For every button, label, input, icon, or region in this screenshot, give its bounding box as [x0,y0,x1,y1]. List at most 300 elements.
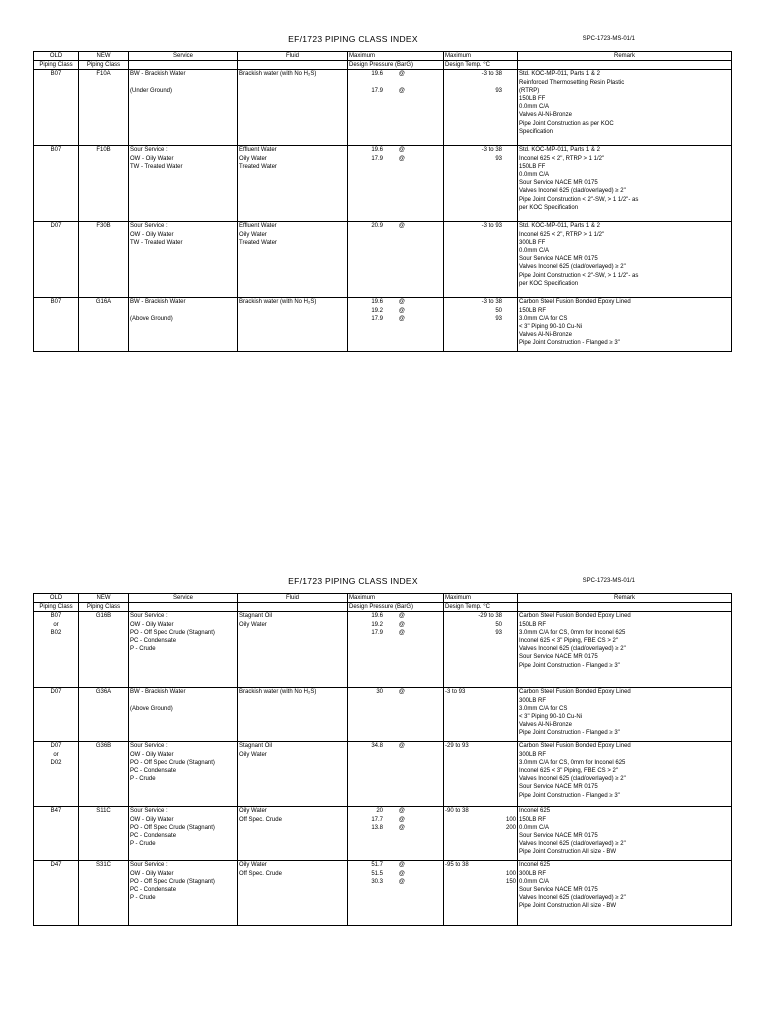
remark-line: Valves Inconel 625 (clad/overlayed) ≥ 2" [519,188,626,195]
service-line: (Above Ground) [130,315,173,322]
remark-line: Specification [519,128,554,135]
pressure-value: 19.6 [371,613,383,620]
remark-line: Pipe Joint Construction < 2"-SW, > 1 1/2"- as [519,196,639,203]
header-old: OLD [34,52,79,61]
temp-value: -3 to 38 [481,147,502,154]
fluid-line: Brackish water (with No H₂S) [239,299,317,306]
temp-value: 50 [495,307,502,314]
pressure-value: 19.6 [371,299,383,306]
old-line: B07 [50,299,62,306]
header-remark: Remark [518,594,732,603]
temp-cell [444,222,518,298]
temp-value: -95 to 38 [445,862,469,869]
at-symbol: @ [398,613,405,620]
new-class-cell [79,742,129,807]
old-line: B07 [50,613,62,620]
table-row [34,612,732,688]
fluid-line: Effluent Water [239,223,277,230]
header-new: NEW [79,594,129,603]
old-line: or [53,751,59,758]
temp-cell [444,861,518,926]
fluid-cell [238,742,348,807]
old-line: D02 [50,759,62,766]
fluid-line: Oily Water [239,231,267,238]
fluid-line: Stagnant Oil [239,743,273,750]
service-line: Sour Service : [130,147,168,154]
remark-line: Pipe Joint Construction - Flanged ≥ 3" [519,662,620,669]
remark-line: Carbon Steel Fusion Bonded Epoxy Lined [519,689,631,696]
temp-value: 100 [505,870,516,877]
old-class-cell [34,688,79,742]
pressure-value: 30 [376,689,383,696]
table-row [34,807,732,861]
new-class: G36A [95,689,112,696]
pressure-value: 30.3 [371,878,383,885]
remark-cell [518,298,732,352]
temp-value: 200 [505,824,516,831]
remark-cell [518,807,732,861]
fluid-cell [238,298,348,352]
temp-value [445,79,516,87]
at-symbol: @ [398,87,405,94]
table-row [34,688,732,742]
new-class-cell [79,222,129,298]
new-class-cell [79,70,129,146]
at-symbol: @ [398,223,405,230]
service-line: P - Crude [130,841,156,848]
temp-value: 93 [495,629,502,636]
header-old: OLD [34,594,79,603]
service-line: TW - Treated Water [130,239,183,246]
pressure-cell [348,222,444,298]
remark-line: per KOC Specification [519,280,579,287]
new-class-cell [79,298,129,352]
old-line: or [53,621,59,628]
remark-line: Pipe Joint Construction - Flanged ≥ 3" [519,340,620,347]
remark-line: Sour Service NACE MR 0175 [519,886,598,893]
at-symbol: @ [398,147,405,154]
temp-cell [444,688,518,742]
page-title: EF/1723 PIPING CLASS INDEX [288,576,418,586]
service-line: PC - Condensate [130,886,177,893]
remark-line: Valves Inconel 625 (clad/overlayed) ≥ 2" [519,895,626,902]
temp-cell [444,612,518,688]
remark-line: Inconel 625 < 2", RTRP > 1 1/2" [519,231,605,238]
service-line: OW - Oily Water [130,231,174,238]
header-remark: Remark [518,52,732,61]
service-cell [129,146,238,222]
header-service-sub [129,61,238,70]
at-symbol: @ [398,689,405,696]
remark-line: Std. KOC-MP-011, Parts 1 & 2 [519,223,600,230]
old-class-cell [34,222,79,298]
new-class: F10B [96,147,111,154]
at-symbol: @ [398,743,405,750]
remark-line: Valves Al-Ni-Bronze [519,332,572,339]
temp-value: 93 [495,155,502,162]
remark-line: Inconel 625 [519,862,551,869]
service-cell [129,612,238,688]
temp-cell [444,298,518,352]
at-symbol: @ [398,816,405,823]
old-line: B47 [50,808,62,815]
header-remark-sub [518,61,732,70]
new-class-cell [79,612,129,688]
header-fluid: Fluid [238,52,348,61]
document-reference: SPC-1723-MS-01/1 [582,36,635,42]
remark-line: 0.0mm C/A [519,171,550,178]
remark-cell [518,70,732,146]
fluid-cell [238,688,348,742]
remark-line: Inconel 625 [519,808,551,815]
fluid-line: Off Spec. Crude [239,870,282,877]
service-line: PC - Condensate [130,767,177,774]
pressure-value: 19.2 [371,621,383,628]
header-max-pressure: Maximum [348,594,444,603]
at-symbol: @ [398,315,405,322]
new-class: S31C [95,862,111,869]
remark-line: Valves Al-Ni-Bronze [519,722,572,729]
pressure-value: 20.9 [371,223,383,230]
service-line: P - Crude [130,646,156,653]
service-line: OW - Oily Water [130,751,174,758]
at-symbol: @ [398,621,405,628]
old-class-cell [34,742,79,807]
service-line [130,697,236,705]
new-class: G16B [95,613,112,620]
service-cell [129,298,238,352]
pressure-value: 19.6 [371,147,383,154]
temp-value: -29 to 38 [478,613,502,620]
old-line: D47 [50,862,62,869]
remark-line: Sour Service NACE MR 0175 [519,256,598,263]
remark-line: Std. KOC-MP-011, Parts 1 & 2 [519,147,600,154]
temp-value: -29 to 93 [445,743,469,750]
table-row [34,861,732,926]
fluid-cell [238,861,348,926]
at-symbol: @ [398,155,405,162]
header-max-temp: Maximum [444,594,518,603]
service-line: BW - Brackish Water [130,299,186,306]
header-new: NEW [79,52,129,61]
temp-value: 93 [495,315,502,322]
temp-value: -3 to 38 [481,299,502,306]
service-line: (Above Ground) [130,705,173,712]
service-line: OW - Oily Water [130,816,174,823]
temp-value: 93 [495,87,502,94]
header-pressure-unit: Design Pressure (BarG) [348,603,444,612]
table-row [34,146,732,222]
service-line: Sour Service : [130,223,168,230]
temp-value: -90 to 38 [445,808,469,815]
remark-line: 0.0mm C/A [519,247,550,254]
pressure-value: 51.5 [371,870,383,877]
pressure-cell [348,742,444,807]
temp-cell [444,70,518,146]
remark-line: Sour Service NACE MR 0175 [519,784,598,791]
remark-line: 0.0mm C/A [519,824,550,831]
pressure-value: 13.8 [371,824,383,831]
remark-line: Carbon Steel Fusion Bonded Epoxy Lined [519,743,631,750]
remark-cell [518,222,732,298]
service-line: PO - Off Spec Crude (Stagnant) [130,824,215,831]
at-symbol: @ [398,862,405,869]
pressure-value: 51.7 [371,862,383,869]
remark-line: 3.0mm C/A for CS, 0mm for Inconel 625 [519,759,626,766]
table-row [34,742,732,807]
service-line: PO - Off Spec Crude (Stagnant) [130,878,215,885]
old-line: D07 [50,743,62,750]
remark-cell [518,612,732,688]
header-row [34,594,732,603]
service-line [130,79,236,87]
fluid-cell [238,612,348,688]
remark-cell [518,861,732,926]
remark-line: 0.0mm C/A [519,878,550,885]
temp-value: -3 to 93 [481,223,502,230]
at-symbol: @ [398,71,405,78]
pressure-cell [348,807,444,861]
header-new-sub: Piping Class [79,603,129,612]
old-line: D07 [50,223,62,230]
remark-line: Valves Inconel 625 (clad/overlayed) ≥ 2" [519,646,626,653]
fluid-cell [238,222,348,298]
new-class-cell [79,146,129,222]
at-symbol: @ [398,307,405,314]
remark-cell [518,146,732,222]
fluid-line: Treated Water [239,163,277,170]
at-symbol: @ [398,870,405,877]
pressure-value: 17.9 [371,315,383,322]
service-line: P - Crude [130,895,156,902]
header-old-sub: Piping Class [34,61,79,70]
fluid-line: Brackish water (with No H₂S) [239,689,317,696]
header-temp-unit: Design Temp. °C [444,603,518,612]
remark-line: 300LB RF [519,697,547,704]
fluid-line: Treated Water [239,239,277,246]
pressure-cell [348,861,444,926]
remark-line: Carbon Steel Fusion Bonded Epoxy Lined [519,613,631,620]
header-service-sub [129,603,238,612]
old-line: B07 [50,71,62,78]
remark-line: 150LB FF [519,163,546,170]
table-row [34,298,732,352]
service-line: Sour Service : [130,743,168,750]
service-cell [129,807,238,861]
remark-cell [518,742,732,807]
old-class-cell [34,146,79,222]
pressure-value: 17.9 [371,87,383,94]
fluid-line: Off Spec. Crude [239,816,282,823]
fluid-cell [238,70,348,146]
service-line: PO - Off Spec Crude (Stagnant) [130,629,215,636]
table-row [34,222,732,298]
pressure-cell [348,146,444,222]
pressure-value: 17.9 [371,629,383,636]
remark-line: Valves Inconel 625 (clad/overlayed) ≥ 2" [519,264,626,271]
remark-line: Pipe Joint Construction - Flanged ≥ 3" [519,792,620,799]
new-class-cell [79,688,129,742]
service-line: Sour Service : [130,613,168,620]
header-temp-unit: Design Temp. °C [444,61,518,70]
new-class-cell [79,807,129,861]
header-old-sub: Piping Class [34,603,79,612]
service-line: PC - Condensate [130,637,177,644]
remark-line: Inconel 625 < 3" Piping, FBE CS > 2" [519,637,618,644]
fluid-line: Effluent Water [239,147,277,154]
old-class-cell [34,861,79,926]
remark-line: 300LB RF [519,751,547,758]
remark-line: 300LB FF [519,239,546,246]
at-symbol: @ [398,299,405,306]
header-fluid-sub [238,603,348,612]
header-max-temp: Maximum [444,52,518,61]
remark-line: Reinforced Thermosetting Resin Plastic [519,79,625,86]
service-line: (Under Ground) [130,87,173,94]
remark-line: per KOC Specification [519,204,579,211]
remark-line: 3.0mm C/A for CS, 0mm for Inconel 625 [519,629,626,636]
service-cell [129,742,238,807]
new-class: G16A [95,299,112,306]
pressure-value: 34.8 [371,743,383,750]
fluid-line: Oily Water [239,862,267,869]
remark-line: Pipe Joint Construction - Flanged ≥ 3" [519,730,620,737]
remark-line: Pipe Joint Construction All size - BW [519,849,617,856]
remark-line: Valves Al-Ni-Bronze [519,112,572,119]
fluid-line: Oily Water [239,621,267,628]
header-fluid: Fluid [238,594,348,603]
header-remark-sub [518,603,732,612]
remark-line: Std. KOC-MP-011, Parts 1 & 2 [519,71,600,78]
fluid-line: Oily Water [239,155,267,162]
header-fluid-sub [238,61,348,70]
service-line: OW - Oily Water [130,870,174,877]
service-line: TW - Treated Water [130,163,183,170]
table-row [34,70,732,146]
remark-line: 3.0mm C/A for CS [519,705,568,712]
new-class-cell [79,861,129,926]
temp-cell [444,742,518,807]
old-line: B02 [50,629,62,636]
at-symbol: @ [398,808,405,815]
fluid-line: Stagnant Oil [239,613,273,620]
old-class-cell [34,298,79,352]
remark-line: 150LB RF [519,307,547,314]
service-line: BW - Brackish Water [130,689,186,696]
old-line: D07 [50,689,62,696]
pressure-value: 17.9 [371,155,383,162]
remark-line: Sour Service NACE MR 0175 [519,654,598,661]
remark-line: 150LB RF [519,621,547,628]
service-line: Sour Service : [130,862,168,869]
temp-value: -3 to 93 [445,689,466,696]
remark-line: 150LB FF [519,95,546,102]
remark-line: 150LB RF [519,816,547,823]
new-class: F10A [96,71,111,78]
remark-cell [518,688,732,742]
remark-line: Valves Inconel 625 (clad/overlayed) ≥ 2" [519,841,626,848]
pressure-value: 20 [376,808,383,815]
temp-value: -3 to 38 [481,71,502,78]
remark-line: 3.0mm C/A for CS [519,315,568,322]
pressure-cell [348,612,444,688]
old-class-cell [34,70,79,146]
new-class: G36B [95,743,112,750]
pressure-value: 17.7 [371,816,383,823]
remark-line: Pipe Joint Construction All size - BW [519,903,617,910]
service-line: OW - Oily Water [130,621,174,628]
fluid-line: Oily Water [239,808,267,815]
service-line: BW - Brackish Water [130,71,186,78]
temp-value: 150 [505,878,516,885]
header-service: Service [129,594,238,603]
piping-class-table [33,593,732,926]
piping-class-table [33,51,732,352]
service-line: Sour Service : [130,808,168,815]
header-row-2 [34,61,732,70]
header-pressure-unit: Design Pressure (BarG) [348,61,444,70]
header-row-2 [34,603,732,612]
pressure-value: 19.2 [371,307,383,314]
remark-line: Sour Service NACE MR 0175 [519,832,598,839]
at-symbol: @ [398,878,405,885]
header-max-pressure: Maximum [348,52,444,61]
remark-line: (RTRP) [519,87,540,94]
service-cell [129,688,238,742]
remark-line: 0.0mm C/A [519,104,550,111]
remark-line: < 3" Piping 90-10 Cu-Ni [519,713,582,720]
temp-cell [444,807,518,861]
remark-line: Inconel 625 < 2", RTRP > 1 1/2" [519,155,605,162]
new-class: F30B [96,223,111,230]
remark-line: Carbon Steel Fusion Bonded Epoxy Lined [519,299,631,306]
remark-line: Inconel 625 < 3" Piping, FBE CS > 2" [519,767,618,774]
new-class: S11C [96,808,111,815]
remark-line: Pipe Joint Construction as per KOC [519,120,614,127]
at-symbol: @ [398,824,405,831]
remark-line: Pipe Joint Construction < 2"-SW, > 1 1/2"- as [519,272,639,279]
pressure-cell [348,70,444,146]
header-service: Service [129,52,238,61]
fluid-cell [238,146,348,222]
fluid-line: Oily Water [239,751,267,758]
pressure-cell [348,298,444,352]
service-cell [129,70,238,146]
service-line: OW - Oily Water [130,155,174,162]
header-row [34,52,732,61]
document-reference: SPC-1723-MS-01/1 [582,578,635,584]
fluid-line: Brackish water (with No H₂S) [239,71,317,78]
remark-line: < 3" Piping 90-10 Cu-Ni [519,323,582,330]
old-line: B07 [50,147,62,154]
temp-value: 50 [495,621,502,628]
at-symbol: @ [398,629,405,636]
remark-line: Sour Service NACE MR 0175 [519,180,598,187]
pressure-value: 19.6 [371,71,383,78]
service-cell [129,222,238,298]
old-class-cell [34,612,79,688]
header-new-sub: Piping Class [79,61,129,70]
service-line: PO - Off Spec Crude (Stagnant) [130,759,215,766]
temp-cell [444,146,518,222]
fluid-cell [238,807,348,861]
remark-line: 300LB RF [519,870,547,877]
temp-value: 100 [505,816,516,823]
service-line [130,307,236,315]
pressure-cell [348,688,444,742]
service-line: PC - Condensate [130,832,177,839]
remark-line: Valves Inconel 625 (clad/overlayed) ≥ 2" [519,776,626,783]
